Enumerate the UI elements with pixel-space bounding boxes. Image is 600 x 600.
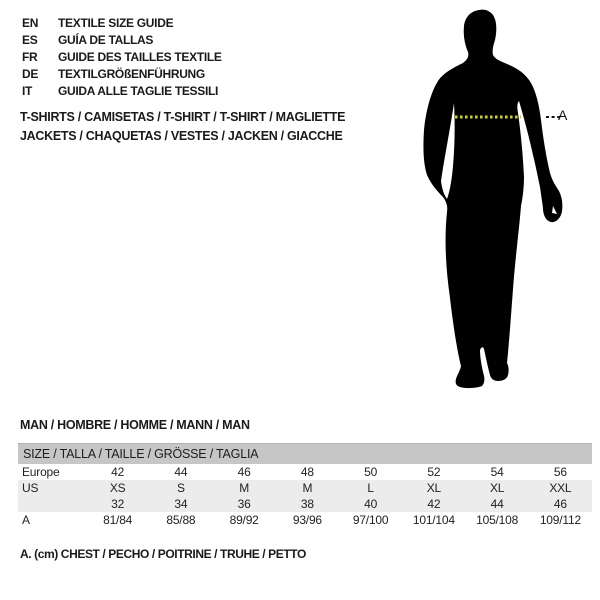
garment-types: [20, 108, 345, 146]
language-guide-item: [22, 83, 222, 100]
size-cell: 38: [300, 497, 314, 511]
size-cell: 34: [174, 497, 188, 511]
man-silhouette-figure: [410, 0, 600, 400]
size-table-row-chest: [18, 512, 592, 528]
guide-title-es: GUÍA DE TALLAS: [58, 33, 154, 47]
language-code: FR: [22, 50, 38, 64]
language-code: DE: [22, 67, 39, 81]
size-cell: XL: [426, 481, 442, 495]
size-cell: 81/84: [103, 513, 133, 527]
size-cell: 85/88: [166, 513, 196, 527]
size-cell: 105/108: [476, 513, 519, 527]
measure-label-a: A: [558, 107, 568, 123]
size-cell: 101/104: [412, 513, 455, 527]
size-table-header: SIZE / TALLA / TAILLE / GRÖSSE / TAGLIA: [18, 443, 592, 464]
garment-type-jackets: JACKETS / CHAQUETAS / VESTES / JACKEN / GIACCHE: [20, 129, 343, 143]
size-cell: 32: [111, 497, 125, 511]
size-cell: 48: [300, 465, 314, 479]
size-table-row-numeric: [18, 496, 592, 512]
size-cell: 42: [111, 465, 125, 479]
language-guide-item: [22, 32, 222, 49]
garment-type-tshirts: T-SHIRTS / CAMISETAS / T-SHIRT / T-SHIRT / MAGLIETTE: [20, 110, 346, 124]
language-guide-item: [22, 49, 222, 66]
size-cell: 56: [553, 465, 567, 479]
size-cell: XL: [489, 481, 505, 495]
measurement-footnote: A. (cm) CHEST / PECHO / POITRINE / TRUHE / PETTO: [20, 547, 306, 561]
language-code: ES: [22, 33, 38, 47]
language-guide-item: [22, 15, 222, 32]
language-code: IT: [22, 84, 33, 98]
guide-title-fr: GUIDE DES TAILLES TEXTILE: [58, 50, 222, 64]
guide-title-it: GUIDA ALLE TAGLIE TESSILI: [58, 84, 219, 98]
size-table-row-us: [18, 480, 592, 496]
size-cell: 89/92: [229, 513, 259, 527]
size-table: [18, 443, 592, 528]
size-cell: 52: [427, 465, 441, 479]
size-cell: M: [239, 481, 250, 495]
size-cell: 54: [490, 465, 504, 479]
size-cell: M: [302, 481, 313, 495]
size-cell: 109/112: [539, 513, 581, 527]
row-label: [18, 496, 86, 512]
language-code: EN: [22, 16, 39, 30]
size-table-row-europe: [18, 464, 592, 480]
language-guide-item: [22, 66, 222, 83]
row-label: A: [22, 513, 30, 527]
size-cell: 97/100: [352, 513, 389, 527]
language-guide-list: [22, 15, 222, 100]
size-cell: 42: [427, 497, 441, 511]
size-cell: 44: [490, 497, 504, 511]
row-label: US: [22, 481, 39, 495]
size-cell: 44: [174, 465, 188, 479]
man-silhouette-svg: [410, 0, 600, 400]
size-cell: 36: [237, 497, 251, 511]
size-cell: XS: [109, 481, 126, 495]
size-cell: S: [176, 481, 185, 495]
size-cell: 50: [364, 465, 378, 479]
size-cell: 40: [364, 497, 378, 511]
gender-heading: MAN / HOMBRE / HOMME / MANN / MAN: [20, 418, 250, 432]
row-label: Europe: [22, 465, 60, 479]
size-cell: 93/96: [292, 513, 322, 527]
size-cell: L: [367, 481, 374, 495]
size-cell: 46: [237, 465, 251, 479]
size-cell: XXL: [549, 481, 572, 495]
man-silhouette: [423, 10, 562, 388]
guide-title-en: TEXTILE SIZE GUIDE: [58, 16, 174, 30]
size-cell: 46: [553, 497, 567, 511]
guide-title-de: TEXTILGRÖßENFÜHRUNG: [58, 67, 205, 81]
